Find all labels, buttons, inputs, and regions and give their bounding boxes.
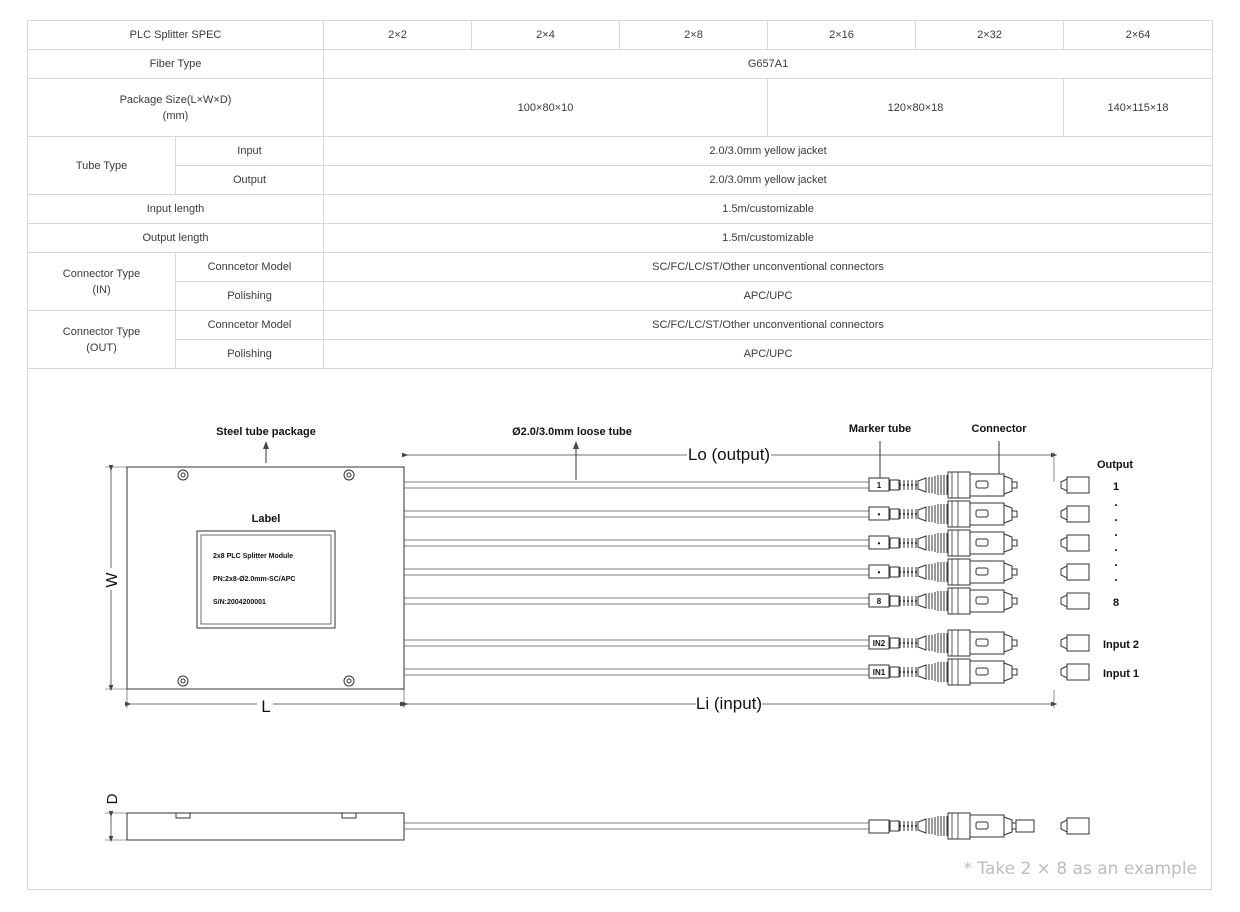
connector-out-title: Connector Type	[62, 325, 141, 338]
package-size-large: 140×115×18	[1064, 79, 1213, 137]
input-1-label: Input 1	[1103, 668, 1140, 680]
model-2x32: 2×32	[916, 21, 1064, 50]
l-dimension-label: L	[261, 697, 271, 716]
footnote: * Take 2 × 8 as an example	[963, 859, 1197, 879]
table-row	[28, 195, 1213, 224]
marker-in2: IN2	[872, 639, 886, 648]
dust-cap	[1061, 506, 1089, 522]
sc-connector	[890, 630, 1017, 656]
marker-in1: IN1	[872, 668, 886, 677]
connector-out-label	[28, 311, 176, 369]
package-size-label	[28, 79, 324, 137]
model-2x4: 2×4	[472, 21, 620, 50]
connector-out-sub: (OUT)	[86, 341, 117, 354]
model-2x2: 2×2	[324, 21, 472, 50]
sc-connector	[890, 530, 1017, 556]
label-line1: 2x8 PLC Splitter Module	[213, 553, 294, 560]
sc-connector	[890, 472, 1017, 498]
polishing-out-value: APC/UPC	[324, 340, 1213, 369]
polishing-label: Polishing	[176, 282, 324, 311]
table-row	[28, 224, 1213, 253]
marker-4: •	[877, 568, 881, 577]
package-size-title: Package Size(L×W×D)	[119, 93, 232, 106]
li-input-label: Li (input)	[695, 694, 763, 713]
port-8-label: 8	[1112, 597, 1120, 609]
package-size-unit: (mm)	[162, 109, 189, 122]
dust-cap	[1061, 477, 1089, 493]
connector-in-sub: (IN)	[92, 283, 111, 296]
tube-output-label: Output	[176, 166, 324, 195]
dust-cap	[1061, 593, 1089, 609]
port-dot: .	[1114, 570, 1118, 584]
model-2x8: 2×8	[620, 21, 768, 50]
connector-in-title: Connector Type	[62, 267, 141, 280]
port-dot: .	[1114, 495, 1118, 509]
connector-model-label: Conncetor Model	[176, 253, 324, 282]
sc-connector-side	[890, 813, 1017, 839]
sc-connector	[890, 588, 1017, 614]
connector-in-label	[28, 253, 176, 311]
sc-connector	[890, 501, 1017, 527]
marker-1: 1	[876, 481, 882, 490]
connector-model-out-value: SC/FC/LC/ST/Other unconventional connectors	[324, 311, 1213, 340]
polishing-out-label: Polishing	[176, 340, 324, 369]
label-line2: PN:2x8-Ø2.0mm-SC/APC	[213, 576, 296, 583]
input-length-label: Input length	[28, 195, 324, 224]
marker-2: •	[877, 510, 881, 519]
port-dot: .	[1114, 555, 1118, 569]
drawing-svg	[28, 368, 1213, 890]
table-row	[28, 137, 1213, 166]
input-2-label: Input 2	[1103, 639, 1140, 651]
model-2x16: 2×16	[768, 21, 916, 50]
table-row	[28, 253, 1213, 282]
port-dot: .	[1114, 525, 1118, 539]
marker-3: •	[877, 539, 881, 548]
connector-model-value: SC/FC/LC/ST/Other unconventional connectors	[324, 253, 1213, 282]
tube-input-value: 2.0/3.0mm yellow jacket	[324, 137, 1213, 166]
fiber-type-value: G657A1	[324, 50, 1213, 79]
spec-table	[27, 20, 1213, 369]
port-1-label: 1	[1112, 481, 1120, 493]
label-line3: S/N:2004200001	[213, 599, 266, 606]
table-row	[28, 311, 1213, 340]
table-row	[28, 50, 1213, 79]
w-dimension-label: W	[104, 572, 121, 588]
tube-input-label: Input	[176, 137, 324, 166]
steel-tube-label: Steel tube package	[216, 426, 316, 438]
package-size-small: 100×80×10	[324, 79, 768, 137]
table-row	[28, 79, 1213, 137]
splitter-drawing	[27, 368, 1212, 890]
dust-cap	[1061, 564, 1089, 580]
label-title: Label	[251, 513, 281, 525]
package-size-medium: 120×80×18	[768, 79, 1064, 137]
marker-8: 8	[876, 597, 882, 606]
output-label: Output	[1096, 459, 1134, 471]
dust-cap-side	[1061, 818, 1089, 834]
sc-connector	[890, 559, 1017, 585]
polishing-value: APC/UPC	[324, 282, 1213, 311]
port-dot: .	[1114, 540, 1118, 554]
table-row	[28, 340, 1213, 369]
output-length-label: Output length	[28, 224, 324, 253]
dust-cap	[1061, 664, 1089, 680]
lo-output-label: Lo (output)	[687, 445, 771, 464]
dust-cap	[1061, 535, 1089, 551]
d-dimension-label: D	[104, 793, 121, 805]
port-dot: .	[1114, 510, 1118, 524]
table-row	[28, 166, 1213, 195]
input-length-value: 1.5m/customizable	[324, 195, 1213, 224]
fiber-type-label: Fiber Type	[28, 50, 324, 79]
output-length-value: 1.5m/customizable	[324, 224, 1213, 253]
tube-output-value: 2.0/3.0mm yellow jacket	[324, 166, 1213, 195]
side-view-body	[127, 813, 404, 840]
dust-cap	[1061, 635, 1089, 651]
model-2x64: 2×64	[1064, 21, 1213, 50]
spec-header-label: PLC Splitter SPEC	[28, 21, 324, 50]
table-row	[28, 282, 1213, 311]
tube-type-label: Tube Type	[28, 137, 176, 195]
connector-model-out-label: Conncetor Model	[176, 311, 324, 340]
loose-tube-label: Ø2.0/3.0mm loose tube	[512, 426, 632, 438]
table-row	[28, 21, 1213, 50]
marker-tube-label: Marker tube	[848, 423, 912, 435]
sc-connector	[890, 659, 1017, 685]
connector-label: Connector	[971, 423, 1027, 435]
